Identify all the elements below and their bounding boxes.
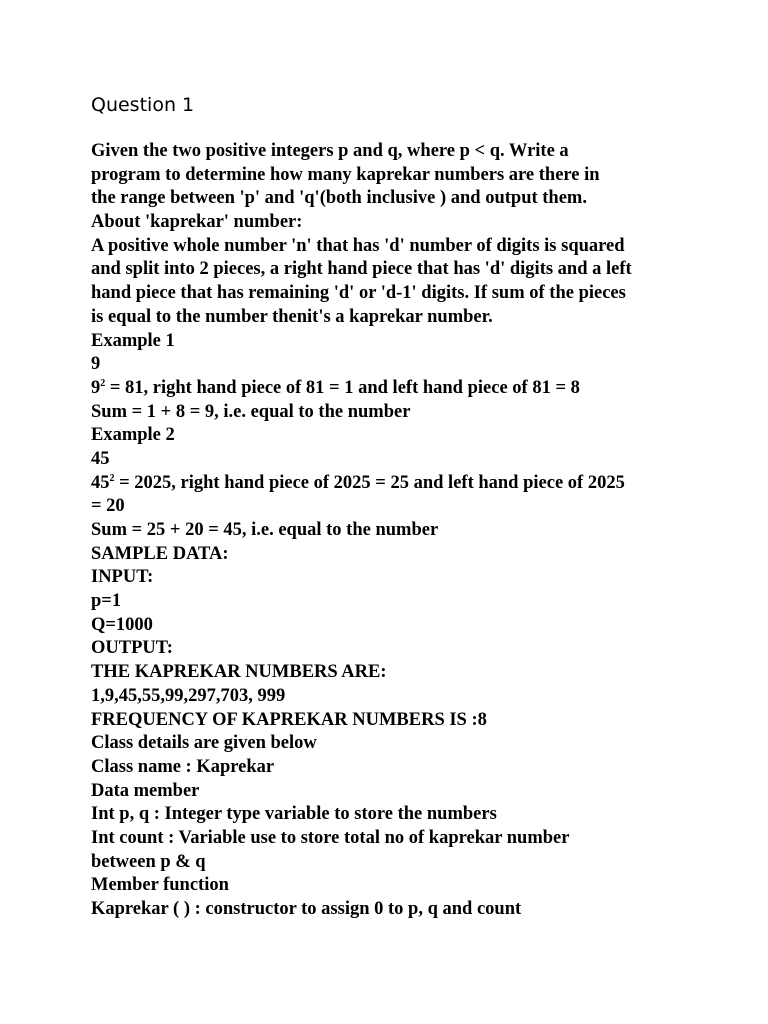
text-line: Given the two positive integers p and q, where p < q. Write a [91,141,569,161]
text-line: Member function [91,875,229,896]
text-line: Int count : Variable use to store total no of kaprekar number [91,827,570,848]
text-line: 9 [91,354,101,375]
text-line: Sum = 25 + 20 = 45, i.e. equal to the number [91,520,439,540]
text-line [91,377,691,401]
text-line: program to determine how many kaprekar numbers are there in [91,164,600,185]
text-line: Int p, q : Integer type variable to store the numbers [91,804,497,825]
text-line: hand piece that has remaining 'd' or 'd-1' digits. If sum of the pieces [91,283,626,304]
text-line: Class name : Kaprekar [91,756,275,777]
text-line: Sum = 1 + 8 = 9, i.e. equal to the number [91,401,411,422]
text-line: FREQUENCY OF KAPREKAR NUMBERS IS :8 [91,709,487,730]
text-line: A positive whole number 'n' that has 'd' number of digits is squared [91,235,625,256]
text-line: Class details are given below [91,733,317,754]
text-line: OUTPUT: [91,638,173,659]
text-line [91,472,691,496]
text-line: Data member [91,780,200,801]
text-line: p=1 [91,591,122,612]
text-line: THE KAPREKAR NUMBERS ARE: [91,662,387,683]
question-body [91,140,691,922]
text-line: Example 1 [91,330,175,351]
power-base: 9 [91,377,101,398]
line-rest: = 2025, right hand piece of 2025 = 25 and left hand piece of 2025 [114,472,625,493]
text-line: 1,9,45,55,99,297,703, 999 [91,685,286,706]
exponent: 2 [100,377,106,389]
line-rest: = 81, right hand piece of 81 = 1 and left hand piece of 81 = 8 [105,377,580,398]
text-line: = 20 [91,496,125,517]
text-line: Q=1000 [91,614,153,635]
text-line: and split into 2 pieces, a right hand piece that has 'd' digits and a left [91,259,632,280]
text-line: the range between 'p' and 'q'(both inclusive ) and output them. [91,188,587,209]
text-line: 45 [91,448,110,469]
text-line: is equal to the number thenit's a kaprekar number. [91,306,493,327]
text-line: Example 2 [91,425,175,446]
power-base: 45 [91,472,110,493]
question-heading: Question 1 [91,94,195,116]
text-line: Kaprekar ( ) : constructor to assign 0 to p, q and count [91,899,522,919]
exponent: 2 [109,472,115,484]
text-line: INPUT: [91,567,154,588]
text-line: between p & q [91,851,206,872]
text-line: SAMPLE DATA: [91,543,229,564]
text-line: About 'kaprekar' number: [91,212,303,233]
